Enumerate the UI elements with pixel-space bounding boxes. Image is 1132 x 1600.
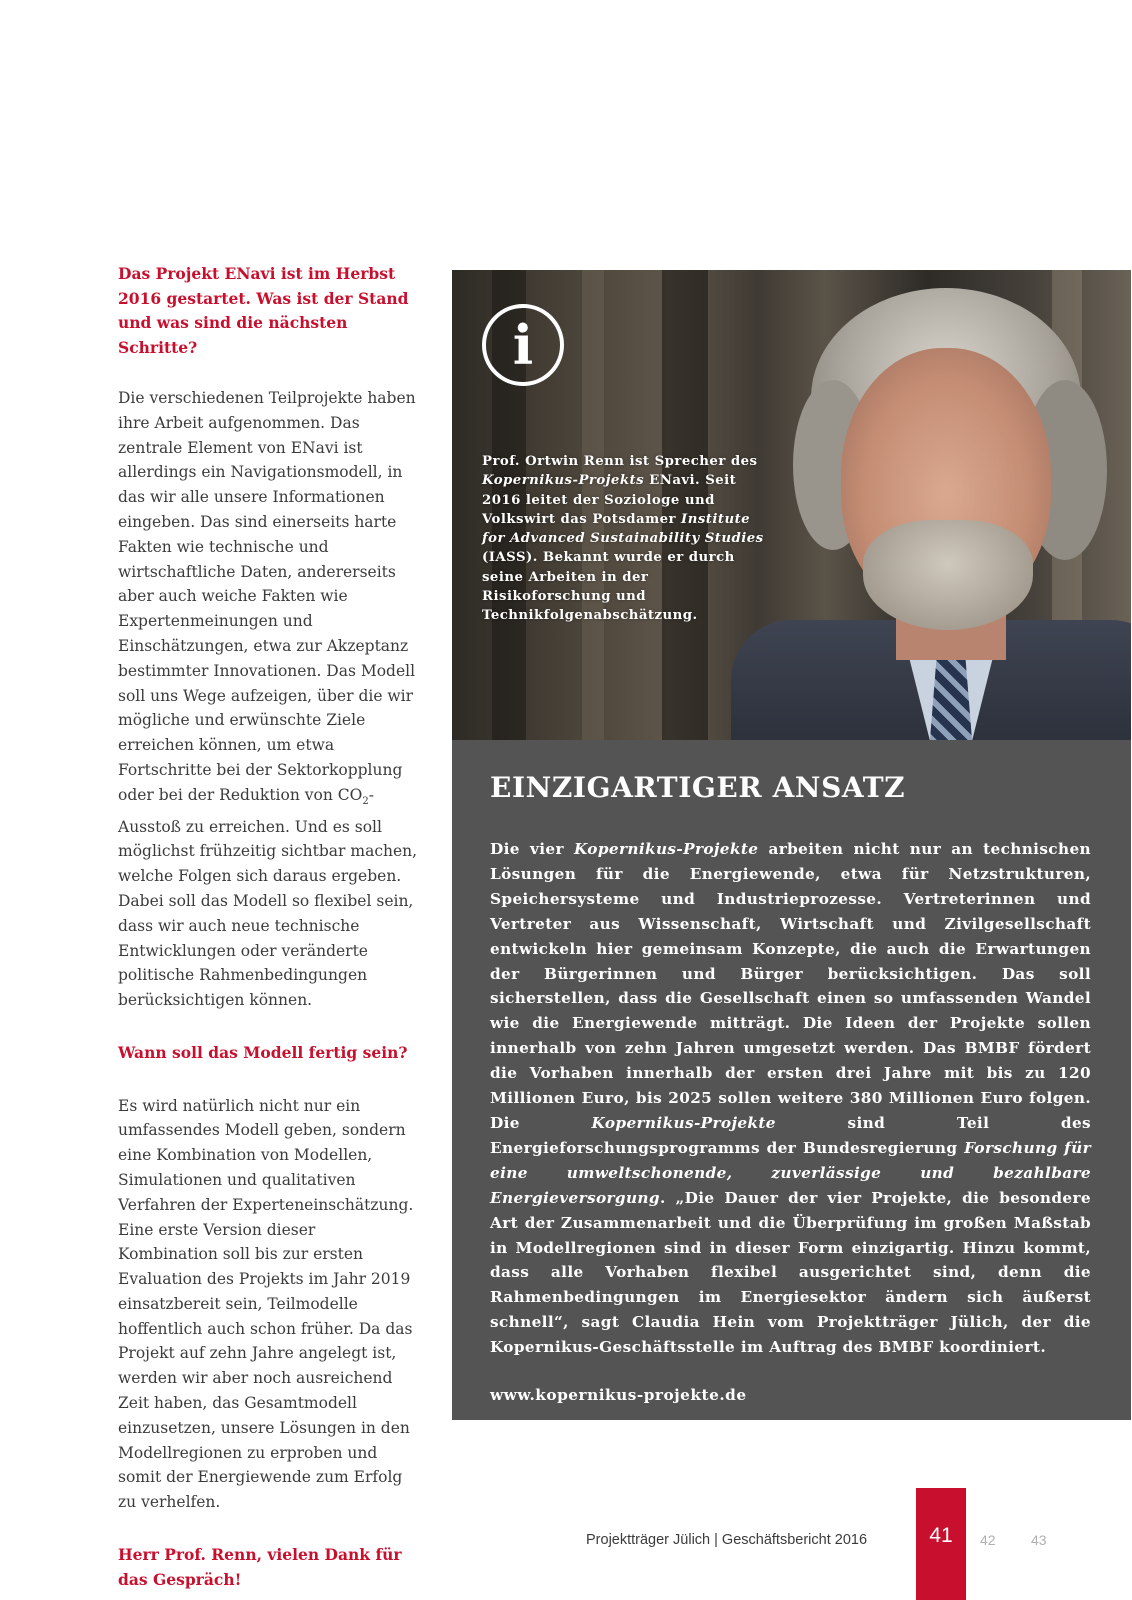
caption-text: Prof. Ortwin Renn ist Sprecher des	[482, 454, 758, 469]
box-text: Die vier	[490, 840, 574, 858]
answer-2: Es wird natürlich nicht nur ein umfassendes Modell geben, sondern eine Kombination von Modellen, Simulationen und qualitativen Verfahren der Experteneinschätzung. Eine erste Version dieser Kombination soll bis zur ersten Evaluation des Projekts im Jahr 2019 einsatzbereit sein, Teilmodelle hoffentlich auch schon früher. Da das Projekt auf zehn Jahre angelegt ist, werden wir aber noch ausreichend Zeit haben, das Gesamtmodell einzusetzen, unsere Lösungen in den Modellregionen zu erproben und somit der Energiewende zum Erfolg zu verhelfen.	[118, 1096, 414, 1512]
box-title: EINZIGARTIGER ANSATZ	[490, 771, 906, 804]
caption-italic: Institute for Advanced Sustainability Studies	[482, 511, 764, 547]
box-italic: Forschung für eine umweltschonende, zuverlässige und bezahlbare Energieversorgung	[490, 1138, 1091, 1207]
box-italic: Kopernikus-Projekte	[573, 840, 759, 858]
caption-text: (IASS). Bekannt wurde er durch seine Arbeiten in der Risikoforschung und Technikfolgenabschätzung.	[482, 550, 735, 624]
co2-subscript: 2	[362, 795, 369, 807]
interview-column	[118, 262, 418, 1592]
question-2: Wann soll das Modell fertig sein?	[118, 1043, 408, 1063]
answer-1	[118, 386, 418, 1013]
page-number-current: 41	[916, 1488, 966, 1600]
answer-1-text-a: Die verschiedenen Teilprojekte haben ihre Arbeit aufgenommen. Das zentrale Element von ENavi ist allerdings ein Navigationsmodell, in das wir alle unsere Informationen eingeben. Das sind einerseits harte Fakten wie technische und wirtschaftliche Daten, andererseits aber auch weiche Fakten wie Expertenmeinungen und Einschätzungen, etwa zur Akzeptanz bestimmter Innovationen. Das Modell soll uns Wege aufzeigen, über die wir mögliche und erwünschte Ziele erreichen können, um etwa Fortschritte bei der Sektorkopplung oder bei der Reduktion von CO	[118, 389, 416, 804]
box-italic: Kopernikus-Projekte	[591, 1113, 776, 1132]
box-body	[490, 837, 1091, 1360]
footer-publication: Projektträger Jülich | Geschäftsbericht 2016	[586, 1532, 868, 1548]
portrait-photo	[452, 270, 1131, 740]
box-text: arbeiten nicht nur an technischen Lösungen für die Energiewende, etwa für Netzstrukturen, Speichersysteme und Industrieprozesse. Vertreterinnen und Vertreter aus Wissenschaft, Wirtschaft und Zivilgesellschaft entwickeln hier gemeinsam Konzepte, die auch die Erwartungen der Bürgerinnen und Bürger berücksichtigen. Das soll sicherstellen, dass die Gesellschaft einen so umfassenden Wandel wie die Energiewende mitträgt. Die Ideen der Projekte sollen innerhalb von zehn Jahren umgesetzt werden. Das BMBF fördert die Vorhaben innerhalb der ersten drei Jahre mit bis zu 120 Millionen Euro, bis 2025 sollen weitere 380 Millionen Euro folgen. Die	[490, 840, 1091, 1132]
question-1: Das Projekt ENavi ist im Herbst 2016 gestartet. Was ist der Stand und was sind die nächsten Schritte?	[118, 264, 409, 357]
photo-caption	[482, 452, 772, 626]
info-icon	[482, 304, 564, 386]
answer-1-text-b: -Ausstoß zu erreichen. Und es soll möglichst frühzeitig sichtbar machen, welche Folgen sich daraus ergeben. Dabei soll das Modell so flexibel sein, dass wir auch neue technische Entwicklungen oder veränderte politische Rahmenbedingungen berücksichtigen können.	[118, 785, 418, 1010]
info-icon-glyph: i	[512, 313, 534, 377]
person-figure	[731, 270, 1131, 740]
caption-italic: Kopernikus-Projekts	[482, 473, 645, 489]
box-text: . „Die Dauer der vier Projekte, die besondere Art der Zusammenarbeit und die Überprüfung im großen Maßstab in Modellregionen sind in dieser Form einzigartig. Hinzu kommt, dass alle Vorhaben flexibel ausgerichtet sind, denn die Rahmenbedingungen im Energiesektor ändern sich äußerst schnell“, sagt Claudia Hein vom Projektträger Jülich, der die Kopernikus-Geschäftsstelle im Auftrag des BMBF koordiniert.	[490, 1188, 1091, 1357]
website-link[interactable]: www.kopernikus-projekte.de	[490, 1386, 747, 1405]
closing-thanks: Herr Prof. Renn, vielen Dank für das Gespräch!	[118, 1545, 402, 1589]
page-number-next[interactable]: 42	[980, 1532, 996, 1548]
caption-text: ENavi. Seit 2016 leitet der Soziologe und Volkswirt das Potsdamer	[482, 473, 737, 527]
info-box	[452, 740, 1131, 1420]
page-number-next[interactable]: 43	[1031, 1532, 1047, 1548]
beard-shape	[863, 520, 1033, 630]
box-text: sind Teil des Energieforschungsprogramms der Bundesregierung	[490, 1113, 1091, 1157]
